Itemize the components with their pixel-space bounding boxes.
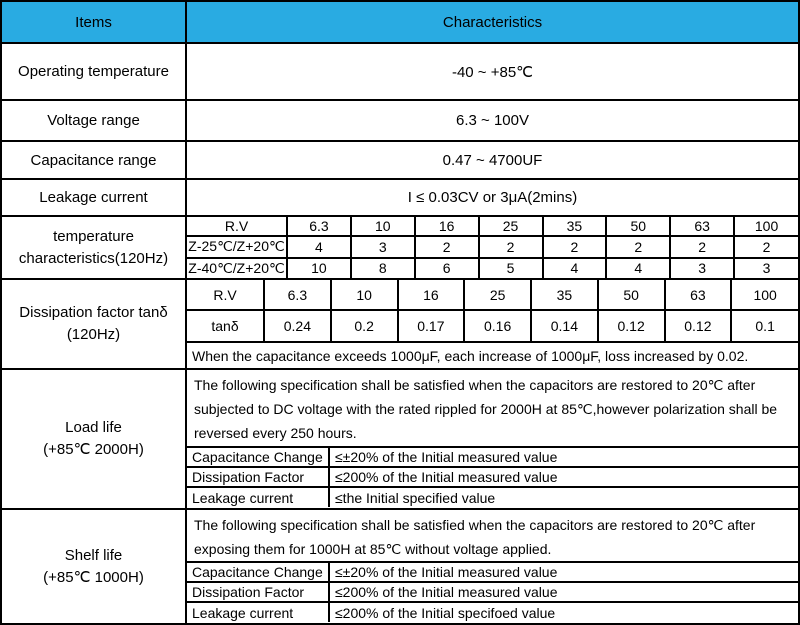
tc-z25-value: 3 (351, 236, 415, 257)
spec-item-value: ≤200% of the Initial measured value (329, 582, 798, 602)
spec-item-name: Capacitance Change (187, 447, 329, 467)
tc-z25-value: 2 (479, 236, 543, 257)
temperature-characteristics-label-line2: characteristics(120Hz) (18, 249, 169, 267)
tc-rv-header: R.V (187, 217, 287, 236)
header-cell-characteristics: Characteristics (186, 1, 799, 43)
df-tand-value: 0.16 (464, 310, 531, 342)
df-rv-value: 6.3 (264, 280, 331, 310)
df-tand-value: 0.17 (398, 310, 465, 342)
temperature-characteristics-label (1, 216, 186, 279)
load-life-block (187, 371, 798, 507)
operating-temperature-label: Operating temperature (1, 43, 186, 100)
row-capacitance-range (1, 141, 799, 179)
shelf-life-label (1, 509, 186, 624)
load-life-spec-row (187, 447, 798, 467)
load-life-content-cell (186, 369, 799, 509)
leakage-current-value: I ≤ 0.03CV or 3μA(2mins) (186, 179, 799, 216)
tc-z25-row (187, 236, 798, 257)
dissipation-factor-label (1, 279, 186, 369)
row-temperature-characteristics (1, 216, 799, 279)
shelf-life-label-line1: Shelf life (64, 546, 123, 564)
spec-item-name: Leakage current (187, 487, 329, 507)
tc-z40-value: 10 (287, 258, 351, 278)
capacitance-range-value: 0.47 ~ 4700UF (186, 141, 799, 179)
load-life-label-line1: Load life (65, 419, 122, 436)
tc-z40-value: 4 (606, 258, 670, 278)
voltage-range-value: 6.3 ~ 100V (186, 100, 799, 141)
load-life-spec-row (187, 487, 798, 507)
tc-rv-value: 10 (351, 217, 415, 236)
row-voltage-range (1, 100, 799, 141)
row-leakage-current (1, 179, 799, 216)
tc-rv-value: 6.3 (287, 217, 351, 236)
tc-z40-value: 8 (351, 258, 415, 278)
shelf-life-label-line2: (+85℃ 1000H) (43, 568, 144, 586)
temperature-characteristics-matrix-cell (186, 216, 799, 279)
dissipation-factor-label-line1: Dissipation factor tanδ (19, 304, 168, 321)
shelf-life-spec-row (187, 582, 798, 602)
tc-z40-value: 5 (479, 258, 543, 278)
shelf-life-description: The following specification shall be satisfied when the capacitors are restored to 20℃ after exposing them for 1000H at 85℃ without voltage applied. (194, 517, 756, 557)
header-cell-items: Items (1, 1, 186, 43)
tc-z25-header: Z-25℃/Z+20℃ (187, 236, 287, 257)
voltage-range-label: Voltage range (1, 100, 186, 141)
tc-rv-value: 35 (543, 217, 607, 236)
spec-item-value: ≤the Initial specified value (329, 487, 798, 507)
df-tand-row (187, 310, 798, 342)
df-rv-header: R.V (187, 280, 264, 310)
tc-z40-value: 3 (670, 258, 734, 278)
load-life-label (1, 369, 186, 509)
df-tand-value: 0.24 (264, 310, 331, 342)
shelf-life-spec-table (187, 561, 798, 622)
load-life-label-line2: (+85℃ 2000H) (43, 441, 144, 458)
dissipation-factor-note: When the capacitance exceeds 1000μF, each increase of 1000μF, loss increased by 0.02. (187, 342, 798, 368)
df-rv-row (187, 280, 798, 310)
tc-z25-value: 2 (670, 236, 734, 257)
tc-rv-row (187, 217, 798, 236)
table-header-row (1, 1, 799, 43)
df-tand-value: 0.12 (598, 310, 665, 342)
spec-item-value: ≤200% of the Initial measured value (329, 467, 798, 487)
tc-z25-value: 4 (287, 236, 351, 257)
df-tand-header: tanδ (187, 310, 264, 342)
dissipation-factor-table (187, 280, 798, 368)
shelf-life-content-cell (186, 509, 799, 624)
shelf-life-spec-row (187, 602, 798, 622)
tc-z25-value: 2 (734, 236, 798, 257)
df-rv-value: 10 (331, 280, 398, 310)
capacitance-range-label: Capacitance range (1, 141, 186, 179)
row-operating-temperature (1, 43, 799, 100)
df-rv-value: 100 (731, 280, 798, 310)
operating-temperature-value: -40 ~ +85℃ (186, 43, 799, 100)
spec-item-name: Dissipation Factor (187, 467, 329, 487)
df-tand-value: 0.1 (731, 310, 798, 342)
tc-z40-value: 6 (415, 258, 479, 278)
tc-rv-value: 50 (606, 217, 670, 236)
df-rv-value: 50 (598, 280, 665, 310)
load-life-description: The following specification shall be satisfied when the capacitors are restored to 20℃ after subjected to DC voltage with the rated rippled for 2000H at 85℃,however polarization shall be reversed every 250 hours. (194, 377, 778, 441)
tc-z40-value: 3 (734, 258, 798, 278)
tc-z25-value: 2 (415, 236, 479, 257)
df-rv-value: 25 (464, 280, 531, 310)
tc-z40-header: Z-40℃/Z+20℃ (187, 258, 287, 278)
spec-item-value: ≤±20% of the Initial measured value (329, 447, 798, 467)
tc-rv-value: 63 (670, 217, 734, 236)
temperature-characteristics-table (187, 217, 798, 278)
shelf-life-spec-row (187, 562, 798, 582)
load-life-spec-row (187, 467, 798, 487)
df-rv-value: 63 (665, 280, 732, 310)
tc-rv-value: 16 (415, 217, 479, 236)
row-load-life (1, 369, 799, 509)
load-life-spec-table (187, 446, 798, 507)
df-tand-value: 0.2 (331, 310, 398, 342)
leakage-current-label: Leakage current (1, 179, 186, 216)
spec-item-name: Dissipation Factor (187, 582, 329, 602)
tc-z25-value: 2 (543, 236, 607, 257)
temperature-characteristics-label-line1: temperature (53, 227, 134, 245)
spec-item-name: Leakage current (187, 602, 329, 622)
df-note-row (187, 342, 798, 368)
df-rv-value: 16 (398, 280, 465, 310)
spec-item-value: ≤200% of the Initial specifoed value (329, 602, 798, 622)
tc-rv-value: 25 (479, 217, 543, 236)
shelf-life-block (187, 511, 798, 622)
dissipation-factor-label-line2: (120Hz) (66, 326, 121, 343)
df-tand-value: 0.14 (531, 310, 598, 342)
spec-item-name: Capacitance Change (187, 562, 329, 582)
tc-z25-value: 2 (606, 236, 670, 257)
tc-z40-value: 4 (543, 258, 607, 278)
tc-rv-value: 100 (734, 217, 798, 236)
spec-item-value: ≤±20% of the Initial measured value (329, 562, 798, 582)
row-dissipation-factor (1, 279, 799, 369)
tc-z40-row (187, 258, 798, 278)
row-shelf-life (1, 509, 799, 624)
dissipation-factor-matrix-cell (186, 279, 799, 369)
df-rv-value: 35 (531, 280, 598, 310)
df-tand-value: 0.12 (665, 310, 732, 342)
